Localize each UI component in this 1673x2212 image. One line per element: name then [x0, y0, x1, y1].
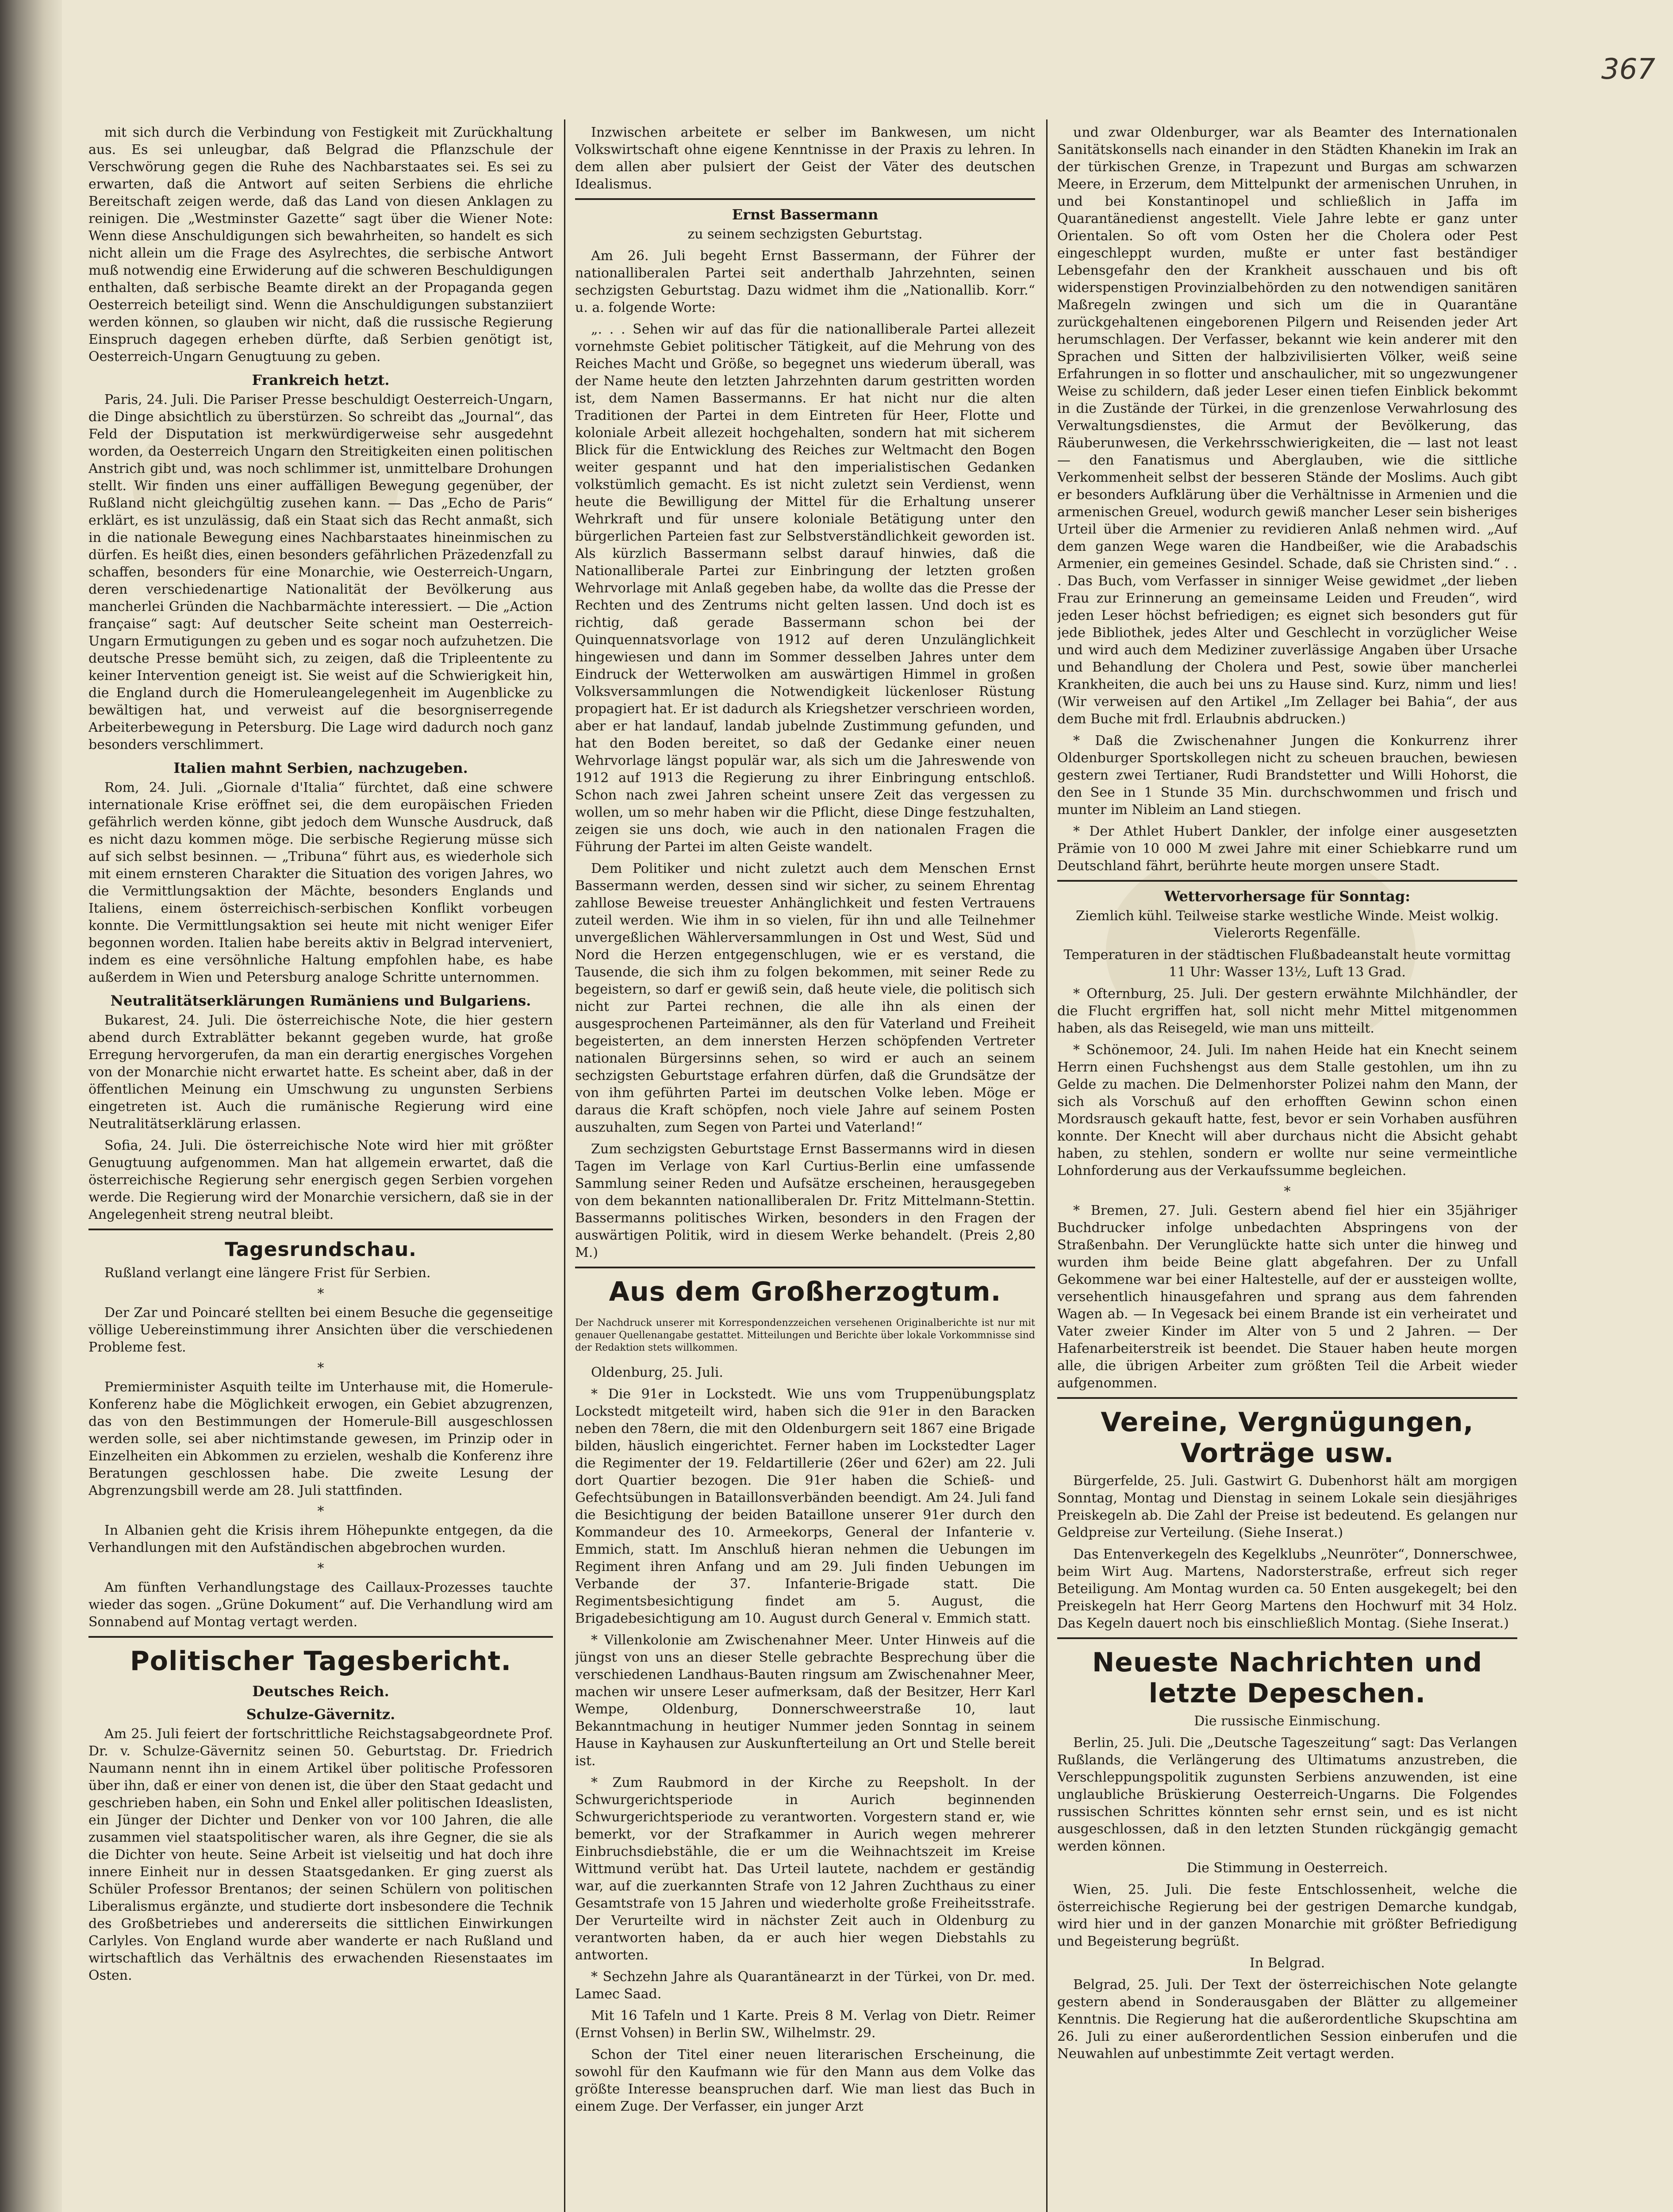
column-3: [1057, 124, 1517, 2212]
centered-line: zu seinem sechzigsten Geburtstag.: [687, 227, 923, 242]
separator-asterisk: *: [317, 1286, 324, 1302]
section-heading: Vereine, Vergnügungen, Vorträge usw.: [1101, 1407, 1474, 1469]
article-paragraph: Paris, 24. Juli. Die Pariser Presse beschuldigt Oesterreich-Ungarn, die Dinge absichtlich zu überstürzen. So schreibt das „Journal“, das Feld der Disputation ist merkwürdigerweise sehr ausgedehnt worden, da Oesterreich Ungarn den Streitigkeiten einen politischen Anstrich gibt und, was noch schlimmer ist, unmittelbare Drohungen stellt. Wir finden uns einer auffälligen Bewegung gegenüber, der Rußland nicht gleichgültig zusehen kann. — Das „Echo de Paris“ erklärt, es ist unzulässig, daß ein Staat sich das Recht anmaßt, sich in die nationale Bewegung eines Nachbarstaates hineinmischen zu dürfen. Es heißt dies, einen besonders gefährlichen Präzedenzfall zu schaffen, besonders für eine Monarchie, wie Oesterreich-Ungarn, deren verschiedenartige Nationalität der Bevölkerung aus mancherlei Gründen die Nachbarmächte interessiert. — Die „Action française“ sagt: Auf deutscher Seite scheint man Oesterreich-Ungarn Ermutigungen zu geben und es sogar noch aufzuhetzen. Die deutsche Presse bemüht sich, zu zeigen, daß die Tripleentente zu keiner Intervention geneigt ist. Sie weist auf die Schwierigkeit hin, die England durch die Homeruleangelegenheit im Augenblicke zu bewältigen hat, und verweist auf die besorgniserregende Arbeiterbewegung in Petersburg. Die Lage wird dadurch noch ganz besonders verschlimmert.: [88, 392, 553, 753]
centered-line: In Belgrad.: [1249, 1955, 1325, 1971]
centered-line: Ziemlich kühl. Teilweise starke westliche Winde. Meist wolkig. Vielerorts Regenfälle.: [1075, 908, 1499, 941]
column-2: [575, 124, 1035, 2212]
book-binding: [0, 0, 62, 2212]
column-rule: [1046, 119, 1048, 2212]
article-paragraph: Zum sechzigsten Geburtstage Ernst Bassermanns wird in diesen Tagen im Verlage von Karl Curtius-Berlin eine umfassende Sammlung seiner Reden und Aufsätze erscheinen, herausgegeben von dem bekannten nationalliberalen Dr. Fritz Mittelmann-Stettin. Bassermanns politisches Wirken, besonders in den Fragen der auswärtigen Politik, wird in diesem Werke behandelt. (Preis 2,80 M.): [575, 1141, 1035, 1260]
article-paragraph: Inzwischen arbeitete er selber im Bankwesen, um nicht Volkswirtschaft ohne eigene Kenntnisse in der Praxis zu lehren. In dem allen aber pulsiert der Geist der Väter des deutschen Idealismus.: [575, 125, 1035, 192]
section-rule: [575, 1267, 1035, 1268]
article-paragraph: * Die 91er in Lockstedt. Wie uns vom Truppenübungsplatz Lockstedt mitgeteilt wird, haben sich die 91er in den Baracken neben den 78ern, die mit den Oldenburgern seit 1867 eine Brigade bilden, häuslich eingerichtet. Ferner haben im Lockstedter Lager die Regimenter der 19. Feldartillerie (26er und 62er) am 22. Juli dort Quartier bezogen. Die 91er haben die Schieß- und Gefechtsübungen in Bataillonsverbänden beendigt. Am 24. Juli fand die Besichtigung der beiden Bataillone unserer 91er durch den Kommandeur des 10. Armeekorps, General der Infanterie v. Emmich, statt. Im Anschluß hieran nehmen die Uebungen im Regiment ihren Anfang und am 29. Juli finden Uebungen im Verbande der 37. Infanterie-Brigade statt. Die Regimentsbesichtigung findet am 5. August, die Brigadebesichtigung am 10. August durch General v. Emmich statt.: [575, 1386, 1035, 1626]
section-subheading: Wettervorhersage für Sonntag:: [1164, 888, 1411, 905]
article-paragraph: Am 25. Juli feiert der fortschrittliche Reichstagsabgeordnete Prof. Dr. v. Schulze-Gävernitz seinen 50. Geburtstag. Dr. Friedrich Naumann nennt ihn in einem Artikel über politische Professoren über ihn, daß er einer von denen ist, die über den Staat gedacht und geschrieben haben, ein Sohn und Enkel aller politischen Ideaslisten, ein Jünger der Dichter und Denker von vor 100 Jahren, die alle zusammen viel staatspolitischer waren, als ihre Gegner, die sie als die Dichter von heute. Seine Arbeit ist vielseitig und hat doch ihre innere Einheit nur in dessen Staatsgedanken. Er ging zuerst als Schüler Professor Brentanos; der seinen Schülern von politischen Liberalismus ergänzte, und studierte dort insbesondere die Technik des Großbetriebes und andererseits die sittlichen Einwirkungen Carlyles. Von England wurde aber wanderte er nach Rußland und wirtschaftlich das Verhältnis des erwachenden Riesenstaates im Osten.: [88, 1726, 553, 1983]
article-paragraph: Bukarest, 24. Juli. Die österreichische Note, die hier gestern abend durch Extrablätter bekannt gegeben wurde, hat große Erregung hervorgerufen, da man ein derartig energisches Vorgehen von der Monarchie nicht erwartet hatte. Es scheint aber, daß in der öffentlichen Meinung ein Umschwung zu ungunsten Serbiens eingetreten ist. Auch die rumänische Regierung wird eine Neutralitätserklärung erlassen.: [88, 1013, 553, 1132]
section-rule: [1057, 1637, 1517, 1639]
centered-line: Die russische Einmischung.: [1194, 1713, 1381, 1729]
separator-asterisk: *: [317, 1561, 324, 1576]
section-heading: Aus dem Großherzogtum.: [609, 1276, 1001, 1307]
column-rule: [564, 119, 565, 2212]
section-rule: [575, 198, 1035, 200]
article-paragraph: Berlin, 25. Juli. Die „Deutsche Tageszeitung“ sagt: Das Verlangen Rußlands, die Verlängerung des Ultimatums anzustreben, die Verschleppungspolitik zugunsten Serbiens anzuwenden, ist eine unglaubliche Brüskierung Oesterreich-Ungarns. Die Folgendes russischen Schrittes könnten sehr ernst sein, und es ist nicht ausgeschlossen, daß in den letzten Stunden rückgängig gemacht werden können.: [1057, 1735, 1517, 1854]
section-subheading: Italien mahnt Serbien, nachzugeben.: [173, 760, 468, 776]
article-paragraph: Der Zar und Poincaré stellten bei einem Besuche die gegenseitige völlige Uebereinstimmung ihrer Ansichten über die verschiedenen Probleme fest.: [88, 1305, 553, 1355]
article-paragraph: * Sechzehn Jahre als Quarantänearzt in der Türkei, von Dr. med. Lamec Saad.: [575, 1969, 1035, 2002]
article-paragraph: Sofia, 24. Juli. Die österreichische Note wird hier mit größter Genugtuung aufgenommen. Man hat allgemein erwartet, daß die österreichische Regierung sehr energisch gegen Serbien vorgehen werde. Die Regierung wird der Monarchie versichern, daß sie in der Angelegenheit streng neutral bleibt.: [88, 1138, 553, 1222]
editorial-notice: Der Nachdruck unserer mit Korrespondenzzeichen versehenen Originalberichte ist nur mit genauer Quellenangabe gestattet. Mitteilungen und Berichte über lokale Vorkommnisse sind der Redaktion stets willkommen.: [575, 1317, 1035, 1353]
centered-line: Temperaturen in der städtischen Flußbadeanstalt heute vormittag 11 Uhr: Wasser 13½, Luft 13 Grad.: [1063, 947, 1511, 980]
article-paragraph: Belgrad, 25. Juli. Der Text der österreichischen Note gelangte gestern abend in Sonderausgaben der Blätter zu allgemeiner Kenntnis. Die Regierung hat die außerordentliche Skupschtina am 26. Juli zu einer außerordentlichen Session einberufen und die Neuwahlen auf unbestimmte Zeit vertagt werden.: [1057, 1977, 1517, 2062]
article-paragraph: und zwar Oldenburger, war als Beamter des Internationalen Sanitätskonsells nach einander in den Städten Khanekin im Irak an der türkischen Grenze, in Trapezunt und Burgas am schwarzen Meere, in Erzerum, dem Mittelpunkt der armenischen Unruhen, in und bei Konstantinopel und schließlich in Jaffa im Quarantänedienst angestellt. Viele Jahre lebte er ganz unter Orientalen. So oft vom Osten her die Cholera oder Pest eingeschleppt wurden, mußte er unter fast beständiger Lebensgefahr den der Krankheit ausschauen und bis oft widerspenstigen Provinzialbehörden zu den notwendigen sanitären Maßregeln zwingen und sich um die in Quarantäne zurückgehaltenen eingeborenen Pilgern und Reisenden jeder Art herumschlagen. Der Verfasser, bekannt wie kein anderer mit den Sprachen und Sitten der halbzivilisierten Völker, weiß seine Erfahrungen in so flotter und anschaulicher, mit so ungezwungener Weise zu schildern, daß jeder Leser einen tiefen Einblick bekommt in die Zustände der Türkei, in die grenzenlose Verwahrlosung des Verwaltungsdienstes, die Armut der Bevölkerung, das Räuberunwesen, die Verkehrsschwierigkeiten, die — last not least — den Fanatismus und Aberglauben, wie die sittliche Verkommenheit selbst der besseren Stände der Moslims. Auch gibt er besonders Aufklärung über die Verhältnisse in Armenien und die armenischen Greuel, wodurch gewiß mancher Leser sein bisheriges Urteil über die Armenier zu revidieren Anlaß nehmen wird. „Auf dem ganzen Wege waren die Handbeißer, wie die Arabadschis Armenier, ein gemeines Gesindel. Schade, daß sie Christen sind.“ . . . Das Buch, vom Verfasser in sinniger Weise gewidmet „der lieben Frau zur Erinnerung an gemeinsame Leiden und Freuden“, wird jeden Leser höchst befriedigen; es eignet sich besonders gut für jede Bibliothek, jedes Alter und Geschlecht in vorzüglicher Weise und wird auch dem Mediziner zuverlässige Angaben über Ursache und Behandlung der Cholera und Pest, sowie über mancherlei Krankheiten, die auch bei uns zu Hause sind. Kurz, nimm und lies! (Wir verweisen auf den Artikel „Im Zellager bei Bahia“, der aus dem Buche mit frdl. Erlaubnis abdrucken.): [1057, 125, 1517, 727]
section-heading: Politischer Tagesbericht.: [130, 1646, 512, 1677]
section-rule: [1057, 1397, 1517, 1399]
article-paragraph: Das Entenverkegeln des Kegelklubs „Neunröter“, Donnerschwee, beim Wirt Aug. Martens, Nadorsterstraße, erfreut sich reger Beteiligung. Am Montag wurden ca. 50 Enten ausgekegelt; bei den Preiskegeln hat Herr Georg Martens den Hochwurf mit 34 Holz. Das Kegeln dauert noch bis einschließlich Montag. (Siehe Inserat.): [1057, 1547, 1517, 1631]
section-heading: Neueste Nachrichten und letzte Depeschen.: [1092, 1647, 1483, 1709]
article-paragraph: Wien, 25. Juli. Die feste Entschlossenheit, welche die österreichische Regierung bei der gestrigen Demarche kundgab, wird hier und in der ganzen Monarchie mit größter Befriedigung und Begeisterung begrüßt.: [1057, 1882, 1517, 1949]
article-paragraph: „. . . Sehen wir auf das für die nationalliberale Partei allezeit vornehmste Gebiet politischer Tätigkeit, auf die Mehrung von des Reiches Macht und Größe, so begegnet uns wiederum überall, was der Name heute den letzten Jahrzehnten darum gestritten worden ist, dem Namen Bassermanns. Er hat nicht nur die alten Traditionen der Partei in dem Eintreten für Heer, Flotte und koloniale Arbeit allezeit hochgehalten, sondern hat mit sicherem Blick für die Entwicklung des Reiches zur Weltmacht den Bogen weiter gespannt und hat den imperialistischen Gedanken volkstümlich gemacht. Es ist nicht zuletzt sein Verdienst, wenn heute die Bewilligung der Mittel für die Erhaltung unserer Wehrkraft und für unsere koloniale Betätigung unter den bürgerlichen Parteien fast zur Selbstverständlichkeit geworden ist. Als kürzlich Bassermann selbst darauf hinwies, daß die Nationalliberale Partei zur Einbringung der letzten großen Wehrvorlage mit Anlaß gegeben habe, da wollte das die Presse der Rechten und des Zentrums nicht gelten lassen. Und doch ist es richtig, daß gerade Bassermann schon bei der Quinquennatsvorlage von 1912 auf deren Unzulänglichkeit hingewiesen und dann im Sommer desselben Jahres unter dem Eindruck der Wetterwolken am auswärtigen Himmel in großen Volksversammlungen die Notwendigkeit lückenloser Rüstung propagiert hat. Er ist dadurch als Kriegshetzer verschrieen worden, aber er hat landauf, landab jubelnde Zustimmung gefunden, und hat den Boden bereitet, so daß der Gedanke einer neuen Wehrvorlage längst populär war, als sich um die Jahreswende von 1912 auf 1913 die Regierung zu ihrer Einbringung entschloß. Schon nach zwei Jahren scheint unsere Zeit das vergessen zu wollen, um so mehr haben wir die Pflicht, diese Dinge festzuhalten, zeigen sie uns doch, wie auch in den nationalen Fragen die Führung der Partei im alten Geiste wandelt.: [575, 322, 1035, 855]
section-rule: [88, 1229, 553, 1230]
article-paragraph: Bürgerfelde, 25. Juli. Gastwirt G. Dubenhorst hält am morgigen Sonntag, Montag und Dienstag in seinem Lokale sein diesjähriges Preiskegeln ab. Die Zahl der Preise ist bedeutend. Es gelangen nur Geldpreise zur Verteilung. (Siehe Inserat.): [1057, 1473, 1517, 1540]
separator-asterisk: *: [1284, 1184, 1291, 1199]
separator-asterisk: *: [317, 1504, 324, 1519]
article-paragraph: Oldenburg, 25. Juli.: [591, 1365, 723, 1380]
column-1: [88, 124, 553, 2212]
article-paragraph: Dem Politiker und nicht zuletzt auch dem Menschen Ernst Bassermann werden, dessen sind wir sicher, zu seinem Ehrentag zahllose Beweise treuester Anhänglichkeit und festen Vertrauens zuteil werden. Wie ihm in so vielen, für ihn und alle Teilnehmer unvergeßlichen Wählerversammlungen in Ost und West, Süd und Nord die Herzen entgegenschlugen, wie er es verstand, die Tausende, die sich ihm zu folgen bekommen, mit seiner Rede zu begeistern, so darf er gewiß sein, daß heute viele, die politisch sich nicht zur Partei rechnen, die alle ihn als einen der ausgesprochenen Parteimänner, als den für Vaterland und Freiheit begeisterten, an dem innersten Herzen schöpfenden Vertreter nationalen Bürgersinns sehen, so wird er auch an seinem sechzigsten Geburtstage erfahren dürfen, daß die Grundsätze der von ihm geführten Partei im deutschen Volke leben. Möge er daraus die Kraft schöpfen, noch viele Jahre auf seinem Posten auszuhalten, zum Segen von Partei und Vaterland!“: [575, 861, 1035, 1135]
section-subheading: Frankreich hetzt.: [252, 372, 390, 388]
section-subheading: Deutsches Reich.: [252, 1683, 389, 1700]
article-paragraph: Rußland verlangt eine längere Frist für Serbien.: [104, 1265, 431, 1281]
centered-line: Die Stimmung in Oesterreich.: [1186, 1860, 1388, 1876]
section-subheading: Neutralitätserklärungen Rumäniens und Bulgariens.: [110, 992, 531, 1009]
article-paragraph: Schon der Titel einer neuen literarischen Erscheinung, die sowohl für den Kaufmann wie für den Mann aus dem Volke das größte Interesse beanspruchen darf. Wie man liest das Buch in einem Zuge. Der Verfasser, ein junger Arzt: [575, 2047, 1035, 2114]
article-paragraph: * Der Athlet Hubert Dankler, der infolge einer ausgesetzten Prämie von 10 000 M zwei Jahre mit einer Schiebkarre rund um Deutschland fährt, berührte heute morgen unsere Stadt.: [1057, 824, 1517, 874]
section-subheading: Ernst Bassermann: [732, 206, 879, 223]
article-paragraph: * Daß die Zwischenahner Jungen die Konkurrenz ihrer Oldenburger Sportskollegen nicht zu scheuen brauchen, bewiesen gestern zwei Tertianer, Rudi Brandstetter und Willi Hohorst, die den See in 1 Stunde 35 Min. durchschwommen und frisch und munter im Nibleim an Land stiegen.: [1057, 733, 1517, 818]
article-paragraph: Am fünften Verhandlungstage des Caillaux-Prozesses tauchte wieder das sogen. „Grüne Dokument“ auf. Die Verhandlung wird am Sonnabend auf Montag vertagt werden.: [88, 1580, 553, 1630]
section-rule: [88, 1636, 553, 1638]
article-paragraph: mit sich durch die Verbindung von Festigkeit mit Zurückhaltung aus. Es sei unleugbar, daß Belgrad die Pflanzschule der Verschwörung gegen die Ruhe des Nachbarstaates sei. Es sei zu erwarten, daß die Antwort auf seiten Serbiens die ehrliche Bereitschaft zeigen werde, daß das Land von diesen Anklagen zu reinigen. Die „Westminster Gazette“ sagt über die Wiener Note: Wenn diese Anschuldigungen sich bewahrheiten, so handelt es sich nicht allein um die Frage des Asylrechtes, die serbische Antwort muß notwendig eine Erwiderung auf die schweren Beschuldigungen enthalten, daß serbische Beamte direkt an der Propaganda gegen Oesterreich beteiligt sind. Wenn die Anschuldigungen substanziiert werden können, so glauben wir nicht, daß die russische Regierung Einspruch dagegen erheben dürfte, daß Serbien genötigt ist, Oesterreich-Ungarn Genugtuung zu geben.: [88, 125, 553, 365]
article-paragraph: Mit 16 Tafeln und 1 Karte. Preis 8 M. Verlag von Dietr. Reimer (Ernst Vohsen) in Berlin SW., Wilhelmstr. 29.: [575, 2008, 1035, 2041]
section-rule: [1057, 880, 1517, 882]
article-paragraph: * Bremen, 27. Juli. Gestern abend fiel hier ein 35jähriger Buchdrucker infolge unbedachten Abspringens von der Straßenbahn. Der Verunglückte hatte sich unter die hinweg und wurden ihm beide Beine glatt abgefahren. Der zu Unfall Gekommene war bei einer Haltestelle, auf der er aussteigen wollte, versehentlich hinausgefahren und sprang aus dem fahrenden Wagen ab. — In Vegesack bei einem Brande ist ein verheiratet und Vater zweier Kinder im Alter von 5 und 2 Jahren. — Der Hafenarbeiterstreik ist beendet. Die Stauer haben heute morgen alle, die übrigen Arbeiter zum größten Teil die Arbeit wieder aufgenommen.: [1057, 1203, 1517, 1391]
article-paragraph: In Albanien geht die Krisis ihrem Höhepunkte entgegen, da die Verhandlungen mit den Aufständischen abgebrochen wurden.: [88, 1523, 553, 1555]
article-paragraph: * Ofternburg, 25. Juli. Der gestern erwähnte Milchhändler, der die Flucht ergriffen hat, soll nicht mehr Mittel mitgenommen haben, als das Reisegeld, wie man uns mitteilt.: [1057, 986, 1517, 1036]
separator-asterisk: *: [317, 1360, 324, 1376]
article-paragraph: * Villenkolonie am Zwischenahner Meer. Unter Hinweis auf die jüngst von uns an dieser Stelle gebrachte Besprechung über die verschiedenen Landhaus-Bauten ringsum am Zwischenahner Meer, machen wir unsere Leser aufmerksam, daß der Besitzer, Herr Karl Wempe, Oldenburg, Donnerschweerstraße 10, laut Bekanntmachung in heutiger Nummer jeden Sonntag in seinem Hause in Kayhausen zur Auskunfterteilung an Ort und Stelle bereit ist.: [575, 1632, 1035, 1769]
article-paragraph: Premierminister Asquith teilte im Unterhause mit, die Homerule-Konferenz habe die Möglichkeit erwogen, ein Gebiet abzugrenzen, das von den Bestimmungen der Homerule-Bill ausgeschlossen werden solle, sei aber nichtimstande gewesen, im Prinzip oder in Einzelheiten ein Abkommen zu erzielen, weshalb die Konferenz ihre Beratungen geschlossen habe. Die zweite Lesung der Abgrenzungsbill werde am 28. Juli stattfinden.: [88, 1379, 553, 1498]
article-paragraph: Am 26. Juli begeht Ernst Bassermann, der Führer der nationalliberalen Partei seit anderthalb Jahrzehnten, seinen sechzigsten Geburtstag. Dazu widmet ihm die „Nationallib. Korr.“ u. a. folgende Worte:: [575, 248, 1035, 315]
article-paragraph: * Zum Raubmord in der Kirche zu Reepsholt. In der Schwurgerichtsperiode in Aurich beginnenden Schwurgerichtsperiode zu verantworten. Vorgestern stand er, wie bemerkt, vor der Strafkammer in Aurich wegen mehrerer Einbruchsdiebstähle, die er um die Weihnachtszeit im Kreise Wittmund verübt hat. Das Urteil lautete, nachdem er geständig war, auf die zuerkannten Strafe von 12 Jahren Zuchthaus zu einer Gesamtstrafe von 15 Jahren und wiederholte große Freiheitsstrafe. Der Verurteilte wird in nächster Zeit auch in Oldenburg zu verantworten haben, da er auch hier wegen Diebstahls zu antworten.: [575, 1775, 1035, 1963]
section-heading: Tagesrundschau.: [225, 1238, 417, 1261]
page-number: 367: [1601, 53, 1655, 86]
article-paragraph: Rom, 24. Juli. „Giornale d'Italia“ fürchtet, daß eine schwere internationale Krise eröffnet sei, die dem europäischen Frieden gefährlich werden könne, gibt jedoch dem Wunsche Ausdruck, daß es nicht dazu kommen möge. Die serbische Regierung müsse sich auf sich selbst besinnen. — „Tribuna“ führt aus, es wiederhole sich mit einem ernsteren Charakter die Situation des vorigen Jahres, wo die Vermittlungsaktion der Mächte, besonders Englands und Italiens, einem österreichisch-serbischen Konflikt vorbeugen konnte. Die Vermittlungsaktion sei heute mit nicht weniger Eifer begonnen worden. Italien habe bereits aktiv in Belgrad interveniert, indem es eine versöhnliche Haltung empfohlen habe, es habe außerdem in Wien und Petersburg analoge Schritte unternommen.: [88, 780, 553, 985]
article-paragraph: * Schönemoor, 24. Juli. Im nahen Heide hat ein Knecht seinem Herrn einen Fuchshengst aus dem Stalle gestohlen, um ihn zu Gelde zu machen. Die Delmenhorster Polizei nahm den Mann, der sich als Vorschuß auf den erhofften Gewinn schon einen Mordsrausch gekauft hatte, fest, bevor er sein Vorhaben ausführen konnte. Der Knecht will aber durchaus nicht die Absicht gehabt haben, zu stehlen, sondern er wollte nur seine vermeintliche Lohnforderung aus der Verkaufssumme begleichen.: [1057, 1042, 1517, 1179]
section-subheading: Schulze-Gävernitz.: [246, 1706, 395, 1723]
